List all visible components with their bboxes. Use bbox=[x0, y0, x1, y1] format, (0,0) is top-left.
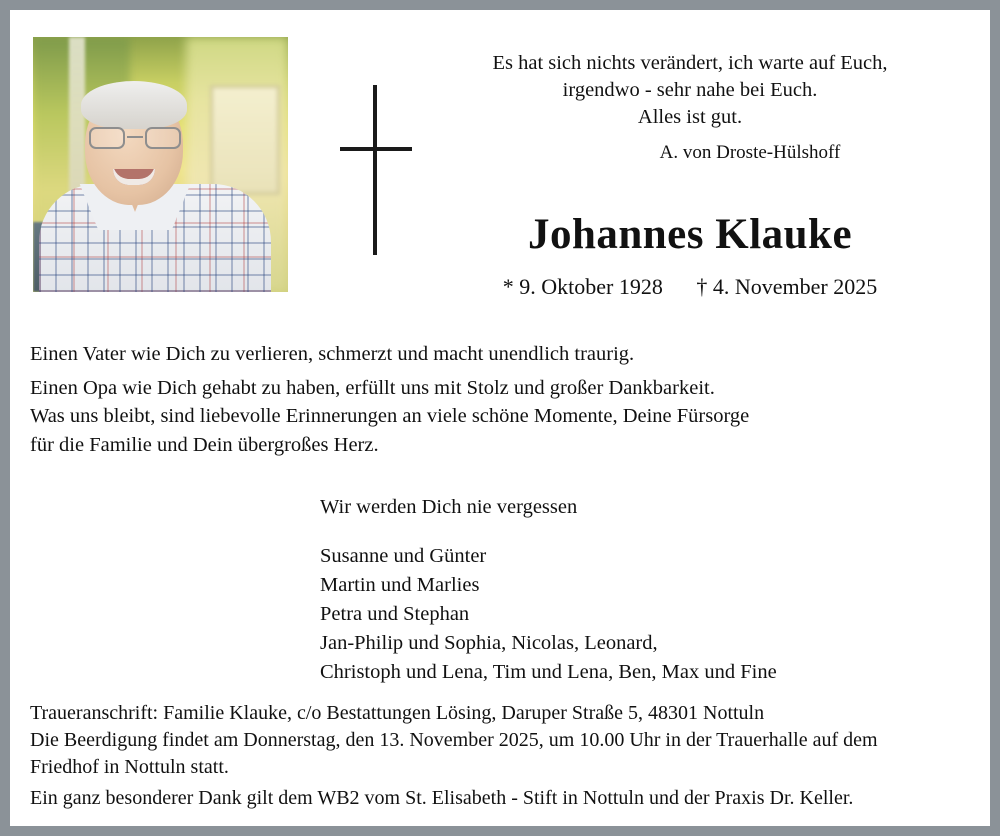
obituary-header-block bbox=[10, 10, 990, 310]
tribute-line-2: Einen Opa wie Dich gehabt zu haben, erfüllt uns mit Stolz und großer Dankbarkeit. bbox=[30, 376, 715, 399]
quote-line-2: irgendwo - sehr nahe bei Euch. bbox=[562, 79, 818, 101]
photo-glasses-lens-left bbox=[89, 127, 125, 149]
death-date: † 4. November 2025 bbox=[696, 274, 878, 299]
family-intro: Wir werden Dich nie vergessen bbox=[320, 496, 578, 518]
cross-icon bbox=[340, 85, 412, 255]
memorial-quote bbox=[410, 50, 970, 166]
quote-author: A. von Droste-Hülshoff bbox=[659, 142, 841, 163]
portrait-photo-image bbox=[33, 37, 288, 292]
tribute-text bbox=[30, 340, 970, 687]
funeral-info-line-1: Die Beerdigung findet am Donnerstag, den 13. November 2025, um 10.00 Uhr in der Trauerhalle auf dem bbox=[30, 729, 878, 751]
family-member-5: Christoph und Lena, Tim und Lena, Ben, Max und Fine bbox=[320, 660, 777, 683]
family-member-3: Petra und Stephan bbox=[320, 602, 470, 625]
deceased-name: Johannes Klauke bbox=[527, 211, 853, 258]
photo-glasses-bridge bbox=[127, 136, 143, 138]
family-member-4: Jan-Philip und Sophia, Nicolas, Leonard, bbox=[320, 631, 658, 654]
photo-hair bbox=[81, 81, 187, 129]
cross-horizontal-bar bbox=[340, 147, 412, 151]
funeral-info-line-2: Friedhof in Nottuln statt. bbox=[30, 756, 229, 778]
portrait-photo bbox=[33, 37, 288, 292]
family-member-2: Martin und Marlies bbox=[320, 573, 480, 596]
photo-glasses bbox=[89, 127, 181, 149]
quote-line-3: Alles ist gut. bbox=[637, 106, 743, 128]
tribute-line-4: für die Familie und Dein übergroßes Herz. bbox=[30, 433, 379, 456]
family-member-1: Susanne und Günter bbox=[320, 544, 487, 567]
footer-details bbox=[30, 700, 974, 812]
birth-date: * 9. Oktober 1928 bbox=[502, 274, 663, 299]
mourning-address: Traueranschrift: Familie Klauke, c/o Bestattungen Lösing, Daruper Straße 5, 48301 Nottuln bbox=[30, 702, 765, 724]
obituary-inner bbox=[10, 10, 990, 826]
thanks-note: Ein ganz besonderer Dank gilt dem WB2 vom St. Elisabeth - Stift in Nottuln und der Praxis Dr. Keller. bbox=[30, 787, 854, 809]
tribute-line-3: Was uns bleibt, sind liebevolle Erinnerungen an viele schöne Momente, Deine Fürsorge bbox=[30, 405, 750, 427]
cross-vertical-bar bbox=[373, 85, 377, 255]
photo-tree-trunk bbox=[69, 37, 85, 207]
quote-line-1: Es hat sich nichts verändert, ich warte auf Euch, bbox=[492, 52, 888, 74]
photo-window bbox=[210, 85, 280, 195]
life-dates bbox=[410, 274, 970, 300]
family-block bbox=[30, 493, 970, 687]
photo-glasses-lens-right bbox=[145, 127, 181, 149]
tribute-line-1: Einen Vater wie Dich zu verlieren, schmerzt und macht unendlich traurig. bbox=[30, 343, 635, 365]
